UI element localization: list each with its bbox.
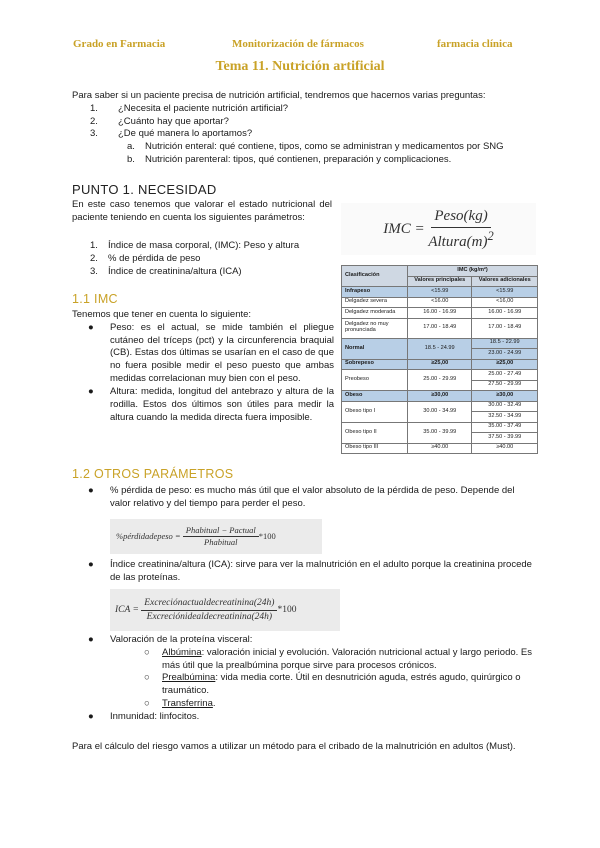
imc-table — [341, 265, 538, 454]
table-header: Clasificación IMC (kg/m²) — [342, 266, 538, 277]
table-row: 32.50 - 34.99 — [342, 412, 538, 423]
bullet-icon: ● — [88, 559, 94, 570]
bullet-icon: ● — [88, 321, 94, 333]
closing-text: Para el cálculo del riesgo vamos a utilizar un método para el cribado de la malnutrición en adultos (Must). — [72, 741, 516, 752]
intro-section — [72, 90, 532, 167]
sec11-body — [72, 309, 334, 424]
table-row: Infrapeso <15.99 <15.99 — [342, 287, 538, 298]
table-row: 37.50 - 39.99 — [342, 433, 538, 444]
perdida-formula: %pérdidadepeso = $\frac{\text{Phabitual − Pactual}}{\text{Phabitual}}$ *100 — [110, 519, 322, 554]
list-item: ● Inmunidad: linfocitos. — [88, 710, 200, 722]
punto1-heading: PUNTO 1. NECESIDAD — [72, 182, 217, 197]
bullet-icon: ● — [88, 710, 94, 722]
sub-item: ○ Transferrina. — [144, 698, 216, 710]
sec11-heading: 1.1 IMC — [72, 292, 118, 306]
punto1-list — [90, 240, 340, 278]
param-item: 2. % de pérdida de peso — [90, 252, 201, 264]
list-item: ● Valoración de la proteína visceral: — [88, 634, 253, 645]
sec12-heading: 1.2 OTROS PARÁMETROS — [72, 467, 234, 481]
bullet-icon: ● — [88, 485, 94, 496]
table-row: 23.00 - 24.99 — [342, 349, 538, 360]
table-subheader: Valores principales Valores adicionales — [342, 276, 538, 287]
page-title: Tema 11. Nutrición artificial — [215, 59, 385, 74]
punto1-text: En este caso tenemos que valorar el estado nutricional del paciente teniendo en cuenta los siguientes parámetros: — [72, 199, 332, 223]
table-row: Obeso tipo I 30.00 - 34.99 30.00 - 32.49 — [342, 401, 538, 412]
header-area: farmacia clínica — [437, 38, 513, 50]
ica-formula: ICA = $\frac{\text{Excreciónactualdecreatinina(24h)}}{\text{Excreciónidealdecreatinina(24h)}}$ *100 — [110, 589, 340, 631]
table-row: Delgadez moderada 16.00 - 16.99 16.00 - 16.99 — [342, 308, 538, 319]
param-item: 1. Índice de masa corporal, (IMC): Peso y altura — [90, 240, 300, 251]
circle-icon: ○ — [144, 698, 150, 710]
header-course: Grado en Farmacia — [73, 38, 166, 50]
param-item: 3. Índice de creatinina/altura (ICA) — [90, 265, 242, 277]
bullet-icon: ● — [88, 385, 94, 397]
table-row: 27.50 - 29.99 — [342, 380, 538, 391]
list-item: ● % pérdida de peso: es mucho más útil que el valor absoluto de la pérdida de peso. Depende del valor relativo y del tiempo para perder el peso. — [88, 485, 515, 509]
header-subject: Monitorización de fármacos — [232, 38, 364, 50]
circle-icon: ○ — [144, 672, 150, 684]
intro-lead: Para saber si un paciente precisa de nutrición artificial, tendremos que hacernos varias preguntas: — [72, 90, 486, 101]
list-item: ● Peso: es el actual, se mide también el pliegue cutáneo del tríceps (pct) y la circunferencia braquial (CB). Estas dos últimas se usarían en el caso de que no fuera posible medir el peso puesto que ambas medidas correlacionan muy bien con el peso. — [88, 321, 334, 385]
circle-icon: ○ — [144, 646, 150, 658]
subitem: a. Nutrición enteral: qué contiene, tipos, como se administran y medicamentos por SNG — [127, 141, 504, 153]
visceral-block — [88, 634, 532, 724]
table-row: Preobeso 25.00 - 29.99 25.00 - 27.49 — [342, 370, 538, 381]
bullet-icon: ● — [88, 634, 94, 645]
table-row: Delgadez no muy pronunciada 17.00 - 18.49 17.00 - 18.49 — [342, 318, 538, 338]
list-item: ● Índice creatinina/altura (ICA): sirve para ver la malnutrición en el adulto porque la creatinina procede de las proteínas. — [88, 559, 532, 583]
table-row: Obeso tipo II 35.00 - 39.99 35.00 - 37.49 — [342, 422, 538, 433]
question-item: 3. ¿De qué manera lo aportamos? — [90, 128, 253, 140]
table-row: Normal 18.5 - 24.99 18.5 - 22.99 — [342, 338, 538, 349]
table-row: Delgadez severa <16.00 <16,00 — [342, 297, 538, 308]
question-item: 1. ¿Necesita el paciente nutrición artificial? — [90, 102, 289, 114]
table-row: Obeso tipo III ≥40.00 ≥40.00 — [342, 443, 538, 454]
table-row: Sobrepeso ≥25,00 ≥25,00 — [342, 359, 538, 370]
imc-formula: IMC = $\frac{\text{Peso(kg)}}{Altura(m)^2}$ — [341, 203, 536, 255]
table-row: Obeso ≥30,00 ≥30,00 — [342, 391, 538, 402]
subitem: b. Nutrición parenteral: tipos, qué contienen, preparación y complicaciones. — [127, 154, 452, 166]
question-item: 2. ¿Cuánto hay que aportar? — [90, 115, 229, 127]
list-item: ● Altura: medida, longitud del antebrazo y altura de la rodilla. Estos dos últimos son útiles para medir la altura cuando la medida directa fuera imposible. — [88, 385, 334, 423]
sec11-lead: Tenemos que tener en cuenta lo siguiente: — [72, 309, 252, 320]
sub-item: ○ Prealbúmina: vida media corte. Útil en desnutrición aguda, estrés agudo, quirúrgico o traumático. — [144, 672, 521, 697]
sub-item: ○ Albúmina: valoración inicial y evolución. Valoración nutricional actual y largo periodo. Es más útil que la prealbúmina porque sirve para procesos crónicos. — [144, 646, 532, 671]
